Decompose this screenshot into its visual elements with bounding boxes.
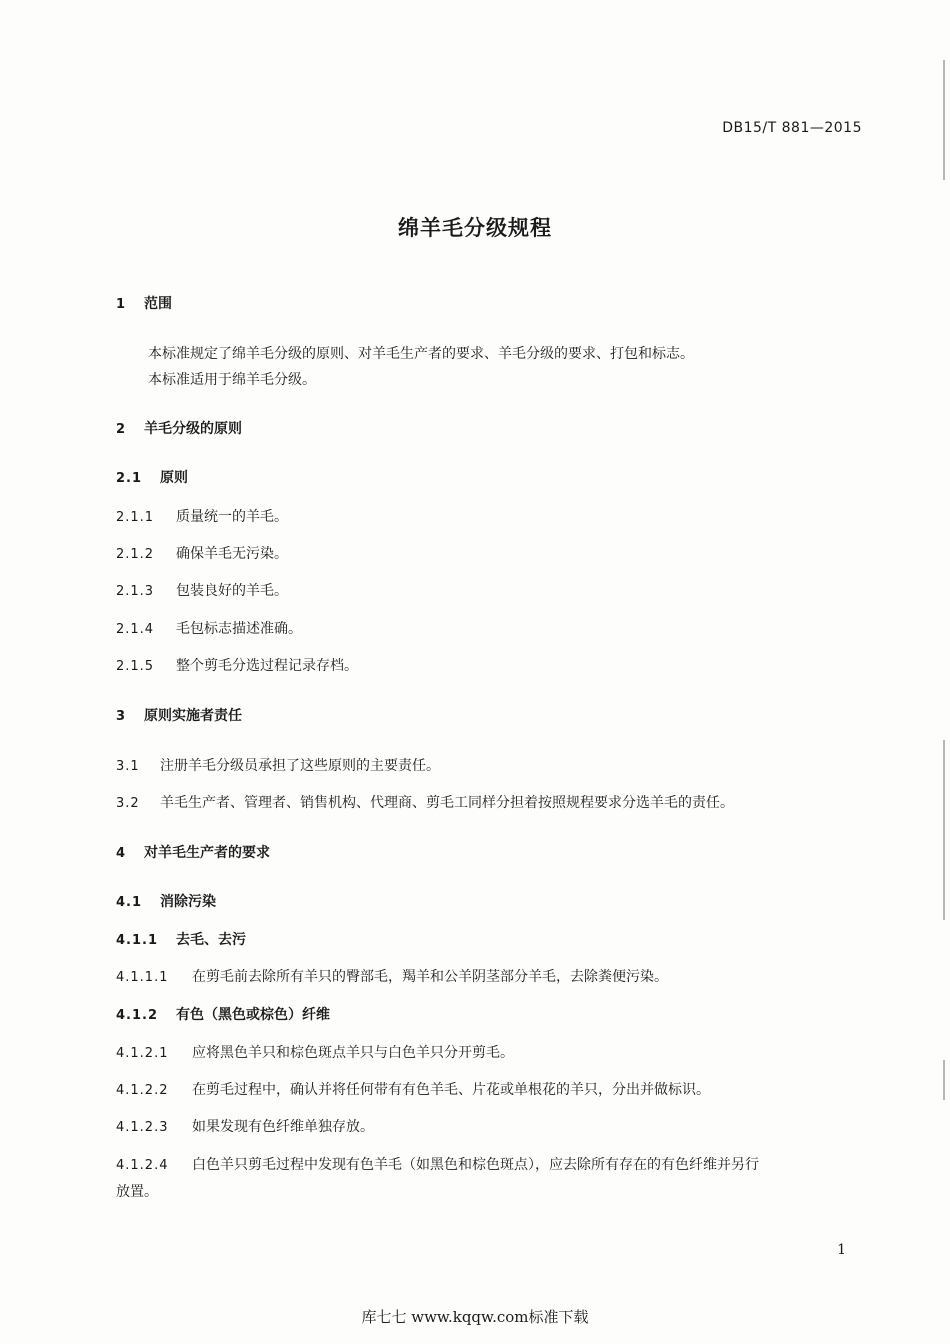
clause-number: 3.2 bbox=[116, 796, 140, 811]
clause-number: 4.1.1.1 bbox=[116, 970, 169, 985]
clause-4-1-2-2 bbox=[116, 1079, 710, 1099]
section-2-heading bbox=[116, 418, 242, 438]
clause-4-1-2-1 bbox=[116, 1042, 514, 1062]
clause-text: 质量统一的羊毛。 bbox=[176, 509, 288, 525]
clause-title: 有色（黑色或棕色）纤维 bbox=[176, 1007, 330, 1023]
clause-2-1-1 bbox=[116, 506, 288, 526]
document-title: 绵羊毛分级规程 bbox=[398, 216, 552, 240]
footer-watermark: 库七七 www.kqqw.com标准下载 bbox=[361, 1308, 589, 1326]
section-number: 1 bbox=[116, 297, 127, 312]
section-number: 2 bbox=[116, 422, 127, 437]
clause-number: 4.1.2.1 bbox=[116, 1046, 169, 1061]
clause-text: 应将黑色羊只和棕色斑点羊只与白色羊只分开剪毛。 bbox=[192, 1045, 514, 1061]
clause-number: 4.1.1 bbox=[116, 933, 159, 948]
document-code: DB15/T 881—2015 bbox=[722, 120, 862, 136]
clause-4-1-2-4-continuation: 放置。 bbox=[116, 1184, 158, 1200]
clause-2-1-3 bbox=[116, 580, 288, 600]
clause-number: 2.1.4 bbox=[116, 622, 155, 637]
paragraph: 本标准适用于绵羊毛分级。 bbox=[148, 372, 316, 388]
clause-4-1-2-3 bbox=[116, 1116, 374, 1136]
section-4-heading bbox=[116, 842, 270, 862]
clause-4-1-heading bbox=[116, 891, 216, 911]
clause-3-1 bbox=[116, 755, 440, 775]
clause-number: 2.1.2 bbox=[116, 547, 155, 562]
section-title: 羊毛分级的原则 bbox=[144, 421, 242, 437]
section-number: 4 bbox=[116, 846, 127, 861]
section-title: 原则实施者责任 bbox=[144, 708, 242, 724]
clause-4-1-1-heading bbox=[116, 929, 246, 949]
clause-text: 羊毛生产者、管理者、销售机构、代理商、剪毛工同样分担着按照规程要求分选羊毛的责任。 bbox=[160, 795, 734, 811]
section-title: 范围 bbox=[144, 296, 172, 312]
scan-edge-mark bbox=[943, 1060, 945, 1100]
clause-text: 毛包标志描述准确。 bbox=[176, 621, 302, 637]
clause-4-1-2-4 bbox=[116, 1154, 759, 1174]
clause-title: 去毛、去污 bbox=[176, 932, 246, 948]
clause-number: 2.1.1 bbox=[116, 510, 155, 525]
clause-4-1-1-1 bbox=[116, 966, 668, 986]
section-1-heading bbox=[116, 293, 172, 313]
clause-number: 2.1 bbox=[116, 471, 143, 486]
clause-title: 消除污染 bbox=[160, 894, 216, 910]
clause-text: 在剪毛前去除所有羊只的臀部毛，羯羊和公羊阴茎部分羊毛，去除粪便污染。 bbox=[192, 969, 668, 985]
clause-text: 包装良好的羊毛。 bbox=[176, 583, 288, 599]
clause-4-1-2-heading bbox=[116, 1004, 330, 1024]
clause-number: 4.1.2.3 bbox=[116, 1120, 169, 1135]
clause-2-1-2 bbox=[116, 543, 288, 563]
clause-number: 2.1.3 bbox=[116, 584, 155, 599]
scan-edge-mark bbox=[943, 740, 945, 920]
clause-2-1-4 bbox=[116, 618, 302, 638]
scan-edge-mark bbox=[943, 60, 945, 180]
clause-text: 白色羊只剪毛过程中发现有色羊毛（如黑色和棕色斑点），应去除所有存在的有色纤维并另行 bbox=[192, 1157, 759, 1173]
clause-text: 整个剪毛分选过程记录存档。 bbox=[176, 658, 358, 674]
clause-number: 4.1.2.2 bbox=[116, 1083, 169, 1098]
page-number: 1 bbox=[837, 1242, 846, 1258]
paragraph: 本标准规定了绵羊毛分级的原则、对羊毛生产者的要求、羊毛分级的要求、打包和标志。 bbox=[148, 346, 694, 362]
clause-text: 注册羊毛分级员承担了这些原则的主要责任。 bbox=[160, 758, 440, 774]
clause-2-1-heading bbox=[116, 467, 188, 487]
section-3-heading bbox=[116, 705, 242, 725]
clause-text: 确保羊毛无污染。 bbox=[176, 546, 288, 562]
clause-text: 如果发现有色纤维单独存放。 bbox=[192, 1119, 374, 1135]
section-number: 3 bbox=[116, 709, 127, 724]
clause-number: 3.1 bbox=[116, 759, 140, 774]
clause-number: 4.1.2 bbox=[116, 1008, 159, 1023]
section-title: 对羊毛生产者的要求 bbox=[144, 845, 270, 861]
clause-number: 2.1.5 bbox=[116, 659, 155, 674]
clause-text: 在剪毛过程中，确认并将任何带有有色羊毛、片花或单根花的羊只，分出并做标识。 bbox=[192, 1082, 710, 1098]
clause-number: 4.1 bbox=[116, 895, 143, 910]
clause-number: 4.1.2.4 bbox=[116, 1158, 169, 1173]
clause-title: 原则 bbox=[160, 470, 188, 486]
clause-3-2 bbox=[116, 792, 734, 812]
clause-2-1-5 bbox=[116, 655, 358, 675]
